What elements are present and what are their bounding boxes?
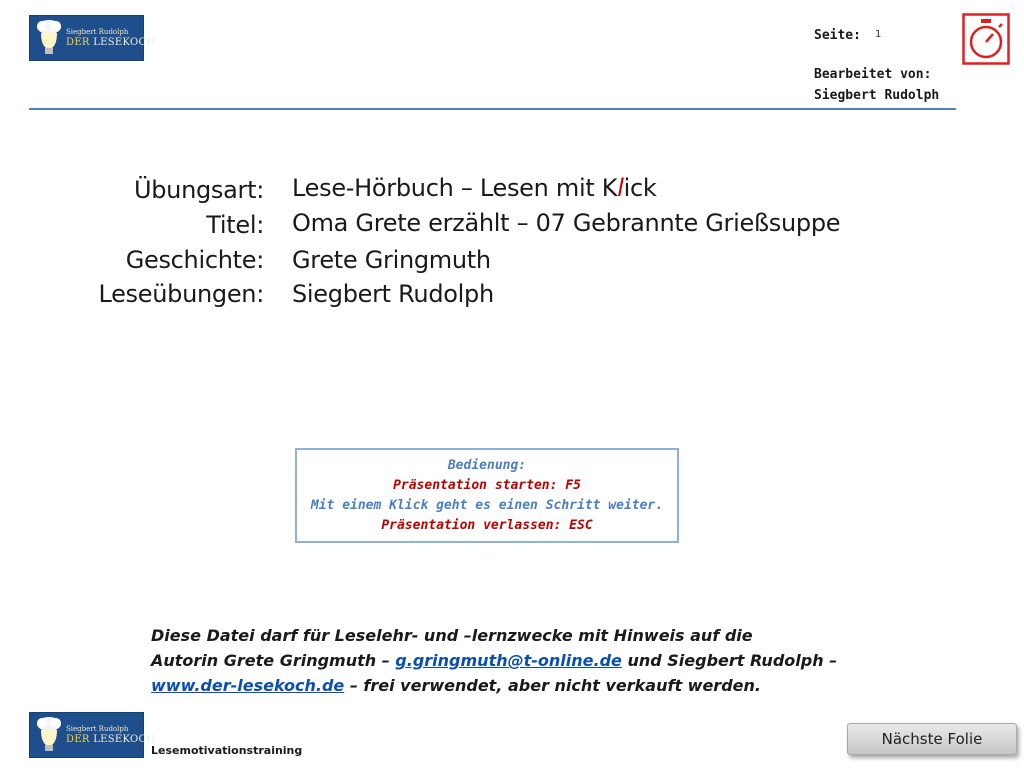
lightbulb-chef-icon [34, 18, 64, 58]
stopwatch-icon[interactable] [962, 13, 1010, 65]
story-label: Geschichte: [125, 246, 264, 274]
notice-line-1: Diese Datei darf für Leselehr- und –lernzwecke mit Hinweis auf die [151, 626, 753, 645]
exercises-label: Leseübungen: [98, 280, 264, 308]
footer-lightbulb-chef-icon [34, 715, 64, 755]
title-value: Oma Grete erzählt – 07 Gebrannte Grießsuppe [292, 209, 841, 237]
header-divider [29, 108, 956, 110]
title-label: Titel: [206, 211, 264, 239]
email-link[interactable]: g.gringmuth@t-online.de [395, 651, 622, 670]
exercise-type-value: Lese-Hörbuch – Lesen mit Klick [292, 174, 657, 202]
logo-name: Siegbert Rudolph [66, 28, 129, 36]
exercises-value: Siegbert Rudolph [292, 280, 494, 308]
page-label: Seite: [814, 28, 861, 43]
page-number: 1 [875, 29, 882, 40]
story-value: Grete Gringmuth [292, 246, 491, 274]
footer-label: Lesemotivationstraining [151, 744, 303, 757]
exercise-type-label: Übungsart: [133, 176, 264, 204]
instructions-box [295, 448, 679, 543]
usage-notice [151, 623, 837, 698]
notice-line-2: Autorin Grete Gringmuth – g.gringmuth@t-online.de und Siegbert Rudolph – [151, 651, 838, 670]
website-link[interactable]: www.der-lesekoch.de [151, 676, 345, 695]
footer-logo-name: Siegbert Rudolph [66, 725, 129, 733]
footer-lesekoch-logo [29, 712, 156, 758]
next-slide-button[interactable]: Nächste Folie [847, 723, 1017, 755]
edited-by-label: Bearbeitet von: [814, 67, 932, 82]
lesekoch-logo [29, 15, 156, 61]
instructions-exit: Präsentation verlassen: ESC [381, 518, 593, 533]
instructions-click: Mit einem Klick geht es einen Schritt weiter. [310, 498, 664, 513]
footer-logo-brand: DER LESEKOCH [66, 734, 156, 745]
notice-line-3: www.der-lesekoch.de – frei verwendet, aber nicht verkauft werden. [151, 676, 761, 695]
instructions-heading: Bedienung: [447, 458, 527, 473]
edited-by-name: Siegbert Rudolph [814, 88, 940, 103]
instructions-start: Präsentation starten: F5 [393, 478, 581, 493]
logo-brand: DER LESEKOCH [66, 37, 156, 48]
